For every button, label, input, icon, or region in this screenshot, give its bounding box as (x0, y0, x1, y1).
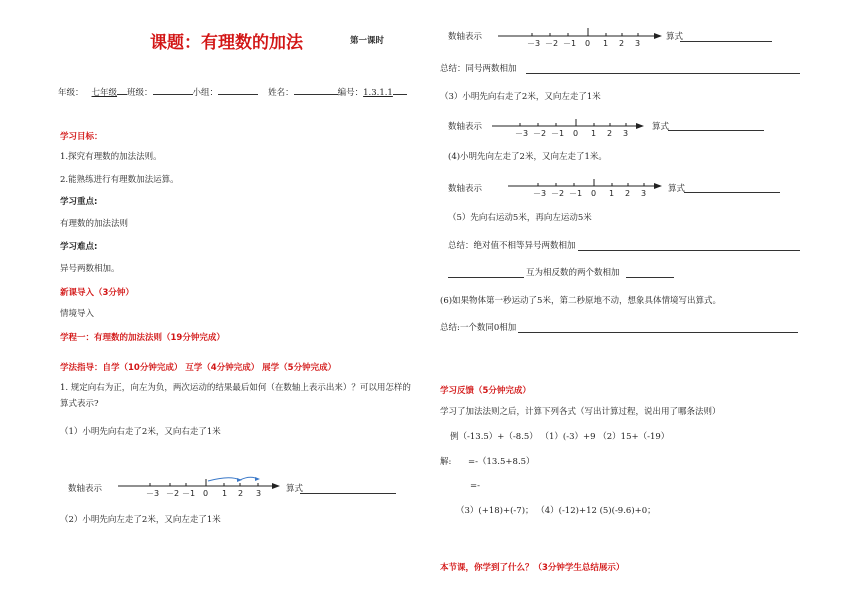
code-label: 编号： (337, 88, 364, 98)
solution-label: 解: (440, 457, 452, 467)
tick-label: －2 (551, 189, 565, 198)
method-guide: 学法指导：自学（10分钟完成） 互学（4分钟完成） 展学（5分钟完成） (60, 363, 337, 373)
tick-label: 2 (238, 489, 244, 498)
tick-label: －2 (533, 129, 547, 138)
tick-label: －3 (515, 129, 529, 138)
tick-label: －2 (166, 489, 180, 498)
tick-label: 0 (585, 39, 591, 48)
solution-step-2: =- (470, 481, 480, 491)
solution-step-1: =-（13.5+8.5） (468, 457, 535, 467)
example-line: 例（-13.5）+（-8.5） （1）(-3）+9 （2）15+（-19） (450, 432, 670, 442)
tick-label: －2 (545, 39, 559, 48)
formula-answer-line[interactable] (684, 192, 780, 193)
tick-label: 2 (619, 39, 625, 48)
tick-label: －3 (527, 39, 541, 48)
class-field[interactable] (153, 85, 193, 95)
tick-label: －1 (563, 39, 577, 48)
group-label: 小组： (192, 88, 219, 98)
case-5-text: （5）先向右运动5米，再向左运动5米 (448, 213, 592, 223)
info-row (58, 85, 407, 99)
case-4-text: (4)小明先向左走了2米，又向左走了1米。 (448, 152, 607, 162)
number-line-1 (112, 472, 282, 502)
tick-label: 0 (573, 129, 579, 138)
tick-label: 3 (635, 39, 641, 48)
formula-answer-line[interactable] (668, 130, 764, 131)
numline-label-3: 数轴表示 (448, 122, 483, 132)
name-field[interactable] (294, 85, 338, 95)
number-line-3 (486, 112, 646, 142)
tick-label: 3 (256, 489, 262, 498)
numline-label-4: 数轴表示 (448, 184, 483, 194)
tick-label: －1 (182, 489, 196, 498)
key-heading: 学习重点: (60, 197, 98, 207)
tick-label: －3 (533, 189, 547, 198)
summary-2b-answer-line[interactable] (626, 277, 674, 278)
tick-label: 0 (591, 189, 597, 198)
tick-label: 3 (623, 129, 629, 138)
group-field[interactable] (218, 85, 258, 95)
formula-label-4: 算式 (668, 184, 686, 194)
process-1-heading: 学程一：有理数的加法法则（19分钟完成） (60, 333, 225, 343)
question-1-line1: 1. 规定向右为正，向左为负，两次运动的结果最后如何（在数轴上表示出来）？可以用怎样的 (60, 383, 411, 393)
formula-answer-line[interactable] (300, 493, 396, 494)
summary-2: 总结：绝对值不相等异号两数相加 (448, 241, 576, 251)
feedback-intro: 学习了加法法则之后，计算下列各式（写出计算过程，说出用了哪条法则） (440, 407, 721, 417)
summary-3: 总结:一个数同0相加 (440, 323, 517, 333)
case-6-text: (6)如果物体第一秒运动了5米，第二秒原地不动，想象具体情境写出算式。 (440, 296, 721, 306)
formula-answer-line[interactable] (680, 41, 772, 42)
goal-2: 2.能熟练进行有理数加法运算。 (60, 175, 179, 185)
difficulty-text: 异号两数相加。 (60, 264, 120, 274)
goal-1: 1.探究有理数的加法法则。 (60, 152, 162, 162)
numline-label: 数轴表示 (68, 484, 103, 494)
summary-3-answer-line[interactable] (518, 332, 798, 333)
formula-label: 算式 (286, 484, 304, 494)
case-3-text: （3）小明先向右走了2米，又向左走了1米 (440, 92, 601, 102)
summary-heading: 本节课，你学到了什么？（3分钟学生总结展示） (440, 563, 625, 573)
summary-2b: 互为相反数的两个数相加 (526, 268, 620, 278)
numline-label-top: 数轴表示 (448, 32, 483, 42)
summary-2-answer-line[interactable] (578, 250, 800, 251)
class-label: 班级： (127, 88, 153, 98)
exercise-line-2: （3）(+18)+(-7)； （4）(-12)+12 (5)(-9.6)+0； (456, 506, 656, 516)
case-2-text: （2）小明先向左走了2米，又向左走了1米 (60, 515, 221, 525)
question-1-line2: 算式表示? (60, 399, 99, 409)
summary-1: 总结：同号两数相加 (440, 64, 517, 74)
page-title: 课题：有理数的加法 (150, 33, 303, 53)
key-text: 有理数的加法法则 (60, 219, 129, 229)
tick-label: 2 (607, 129, 613, 138)
tick-label: 1 (222, 489, 228, 498)
period-label: 第一课时 (350, 36, 385, 46)
tick-label: 2 (625, 189, 631, 198)
tick-label: －1 (569, 189, 583, 198)
grade-value: 七年级 (91, 88, 118, 98)
difficulty-heading: 学习难点: (60, 242, 98, 252)
goals-heading: 学习目标： (60, 132, 103, 142)
feedback-heading: 学习反馈（5分钟完成） (440, 386, 531, 396)
summary-1-answer-line[interactable] (526, 73, 800, 74)
code-value: 1.3.1.1 (363, 88, 393, 98)
tick-label: －3 (146, 489, 160, 498)
name-label: 姓名： (268, 88, 294, 98)
formula-label-top: 算式 (666, 32, 684, 42)
summary-2b-blank[interactable] (448, 277, 524, 278)
tick-label: 0 (203, 489, 209, 498)
tick-label: 3 (641, 189, 647, 198)
number-line-2 (492, 22, 664, 52)
intro-text: 情境导入 (60, 309, 95, 319)
tick-label: 1 (609, 189, 615, 198)
case-1-text: （1）小明先向右走了2米，又向右走了1米 (60, 427, 221, 437)
tick-label: 1 (591, 129, 597, 138)
formula-label-3: 算式 (652, 122, 670, 132)
tick-label: 1 (603, 39, 609, 48)
tick-label: －1 (551, 129, 565, 138)
number-line-4 (502, 172, 664, 202)
grade-label: 年级： (58, 88, 84, 98)
intro-heading: 新课导入（3分钟） (60, 288, 134, 298)
